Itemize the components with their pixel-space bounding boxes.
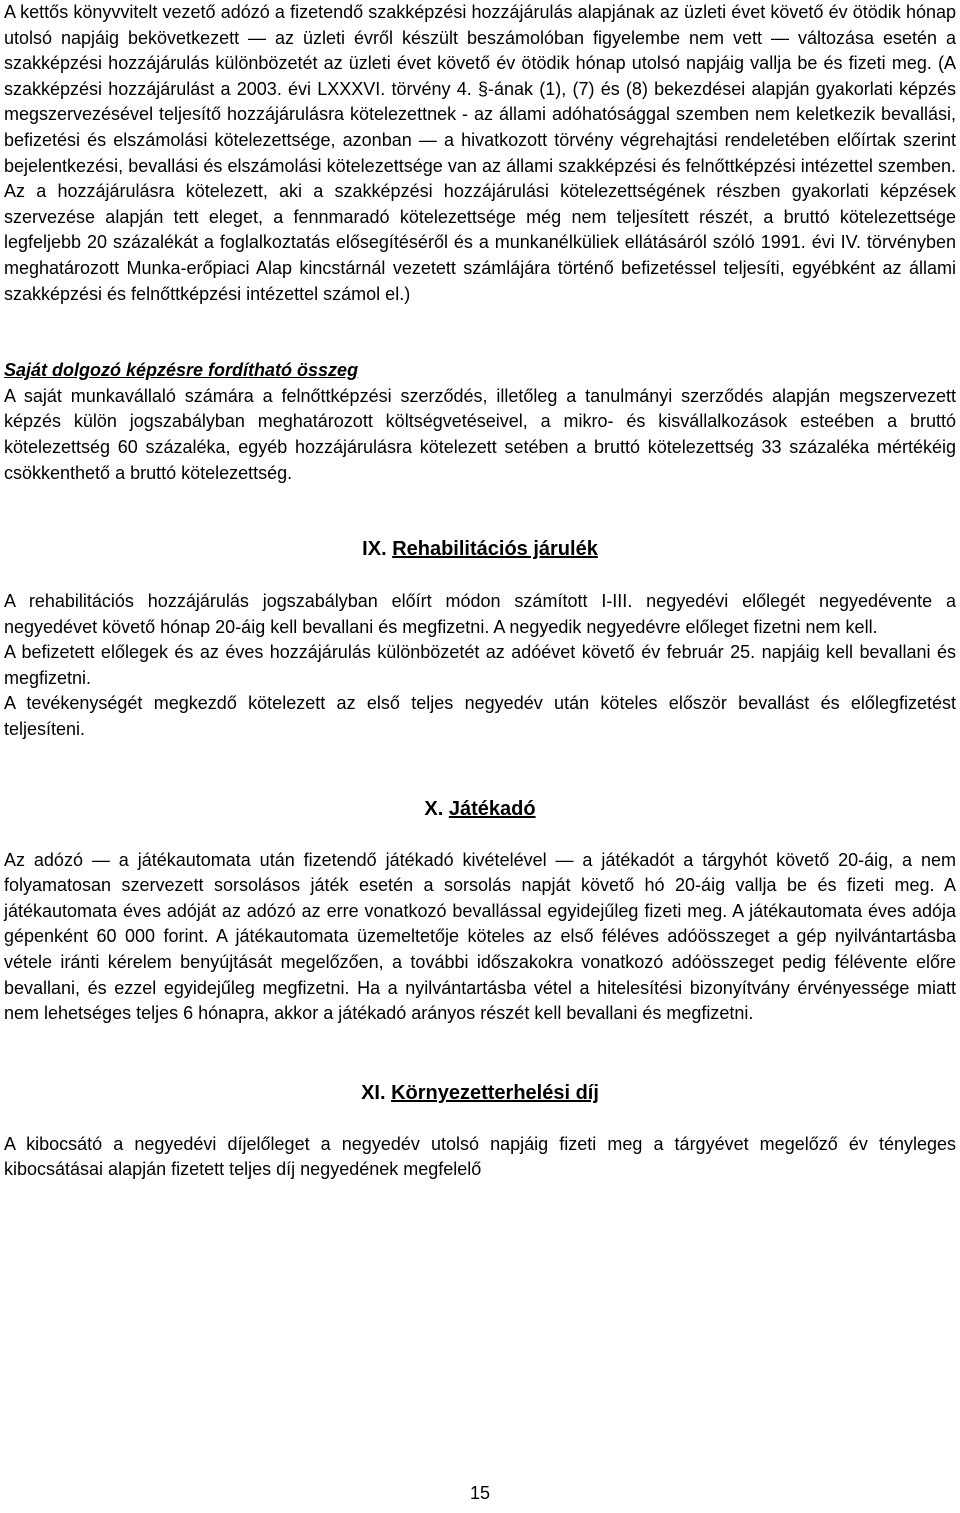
section-x-paragraph-1: Az adózó — a játékautomata után fizetendő játékadó kivételével — a játékadót a tárgyhót követő 20-áig, a nem folyamatosan szervezett sorsolásos játék esetén a sorsolás napját követő hó 20-áig vallja be és fizeti meg. A játékautomata éves adóját az adózó az erre vonatkozó bevallással egyidejűleg fizeti meg. A játékautomata éves adója gépenként 60 000 forint. A játékautomata üzemeltetője köteles az első féléves adóösszeget a gép nyilvántartásba vétele iránti kérelem benyújtását megelőzően, a további időszakokra vonatkozó adóösszeget pedig félévente előre bevallani, és ezzel egyidejűleg megfizetni. Ha a nyilvántartásba vétel a hitelesítési bizonyítvány érvényessége miatt nem lehetséges teljes 6 hónapra, akkor a játékadó arányos részét kell bevallani és megfizetni. (4, 849, 956, 1024)
section-ix-paragraph-2: A befizetett előlegek és az éves hozzájárulás különbözetét az adóévet követő év február 25. napjáig kell bevallani és megfizetni. (4, 642, 956, 688)
page-number: 15 (469, 1483, 491, 1503)
section-ix-title: Rehabilitációs járulék (392, 538, 598, 561)
section-ix-heading (4, 536, 956, 562)
section-x-title: Játékadó (448, 797, 536, 820)
section-xi-number: XI. (361, 1081, 386, 1104)
subsection-heading: Saját dolgozó képzésre fordítható összeg (4, 360, 359, 381)
section-xi-paragraph-1: A kibocsátó a negyedévi díjelőleget a negyedév utolsó napjáig fizeti meg a tárgyévet megelőző év tényleges kibocsátásai alapján fizetett teljes díj negyedének megfelelő (4, 1133, 956, 1180)
intro-paragraph: A kettős könyvvitelt vezető adózó a fizetendő szakképzési hozzájárulás alapjának az üzleti évet követő év ötödik hónap utolsó napjáig bekövetkezett — az üzleti évről készült beszámolóban figyelembe nem vett — változása esetén a szakképzési hozzájárulás különbözetét az üzleti évet követő év ötödik hónap utolsó napjáig vallja be és fizeti meg. (A szakképzési hozzájárulást a 2003. évi LXXXVI. törvény 4. §-ának (1), (7) és (8) bekezdései alapján gyakorlati képzés megszervezésével teljesítő hozzájárulásra kötelezettnek - az állami adóhatósággal szemben nem keletkezik bevallási, befizetési és elszámolási kötelezettsége, azonban — a hivatkozott törvény végrehajtási rendeletében előírtak szerint bejelentkezési, bevallási és elszámolási kötelezettsége van az állami szakképzési és felnőttképzési intézettel szemben. Az a hozzájárulásra kötelezett, aki a szakképzési hozzájárulási kötelezettségének részben gyakorlati képzések szervezése alapján tett eleget, a fennmaradó kötelezettsége még nem teljesített részét, a bruttó kötelezettsége legfeljebb 20 százalékát a foglalkoztatás elősegítéséről és a munkanélküliek ellátásáról szóló 1991. évi IV. törvényben meghatározott Munka-erőpiaci Alap kincstárnál vezetett számlájára történő befizetéssel teljesíti, egyébként az állami szakképzési és felnőttképzési intézettel számol el.) (4, 2, 956, 304)
document-page (4, 0, 956, 1183)
section-ix-paragraph-3: A tevékenységét megkezdő kötelezett az első teljes negyedév után köteles először bevallást és előlegfizetést teljesíteni. (4, 693, 956, 740)
section-xi-title: Környezetterhelési díj (391, 1081, 599, 1104)
section-xi-heading (4, 1080, 956, 1106)
subsection-body: A saját munkavállaló számára a felnőttképzési szerződés, illetőleg a tanulmányi szerződés alapján megszervezett képzés külön jogszabályban meghatározott költségvetéseivel, a mikro- és kisvállalkozások esteében a bruttó kötelezettség 60 százaléka, egyéb hozzájárulásra kötelezett setében a bruttó kötelezettség 33 százaléka mértékéig csökkenthető a bruttó kötelezettség. (4, 385, 956, 483)
section-ix-number: IX. (362, 538, 387, 561)
section-x-number: X. (424, 797, 444, 820)
section-x-heading (4, 796, 956, 822)
section-ix-paragraph-1: A rehabilitációs hozzájárulás jogszabályban előírt módon számított I-III. negyedévi előlegét negyedévente a negyedévet követő hónap 20-áig kell bevallani és megfizetni. A negyedik negyedévre előleget fizetni nem kell. (4, 591, 956, 637)
